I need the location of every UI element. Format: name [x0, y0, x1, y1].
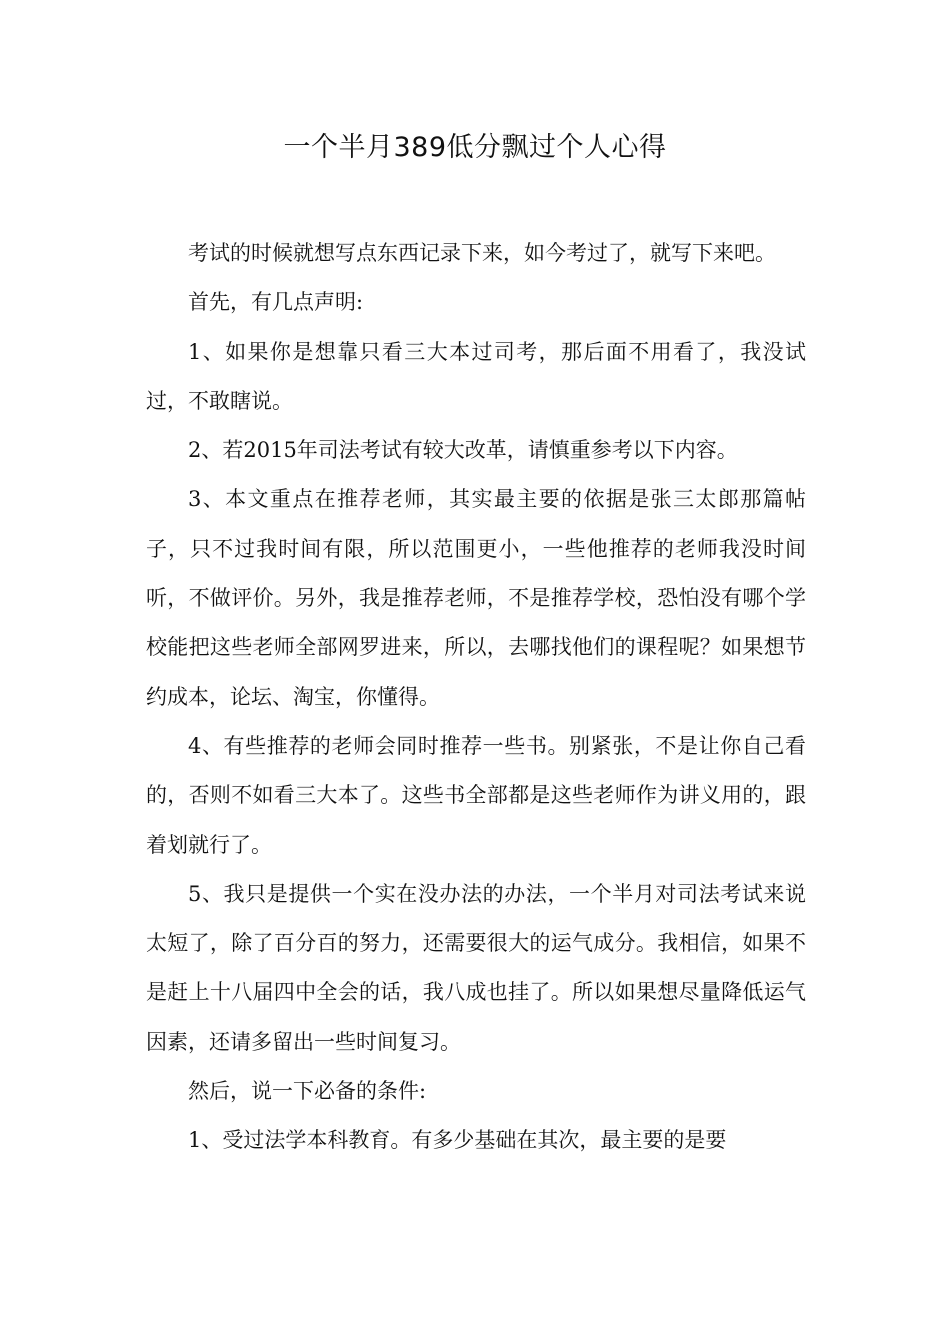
paragraph: 1、如果你是想靠只看三大本过司考，那后面不用看了，我没试过，不敢瞎说。 — [146, 339, 806, 413]
paragraph: 考试的时候就想写点东西记录下来，如今考过了，就写下来吧。 — [188, 241, 776, 265]
paragraph: 2、若2015年司法考试有较大改革，请慎重参考以下内容。 — [188, 438, 738, 463]
paragraph: 首先，有几点声明: — [188, 290, 364, 315]
paragraph: 1、受过法学本科教育。有多少基础在其次，最主要的是要 — [188, 1128, 727, 1153]
paragraph: 然后，说一下必备的条件: — [188, 1079, 427, 1104]
paragraph: 5、我只是提供一个实在没办法的办法，一个半月对司法考试来说太短了，除了百分百的努力，还需要很大的运气成分。我相信，如果不是赶上十八届四中全会的话，我八成也挂了。所以如果想尽量降低运气因素，还请多留出一些时间复习。 — [146, 881, 806, 1054]
paragraph: 4、有些推荐的老师会同时推荐一些书。别紧张，不是让你自己看的，否则不如看三大本了。这些书全部都是这些老师作为讲义用的，跟着划就行了。 — [146, 733, 806, 857]
document-title: 一个半月389低分飘过个人心得 — [283, 132, 667, 163]
paragraph: 3、本文重点在推荐老师，其实最主要的依据是张三太郎那篇帖子，只不过我时间有限，所以范围更小，一些他推荐的老师我没时间听，不做评价。另外，我是推荐老师，不是推荐学校，恐怕没有哪个学校能把这些老师全部网罗进来，所以，去哪找他们的课程呢？如果想节约成本，论坛、淘宝，你懂得。 — [146, 487, 806, 709]
document-body — [146, 229, 806, 1166]
